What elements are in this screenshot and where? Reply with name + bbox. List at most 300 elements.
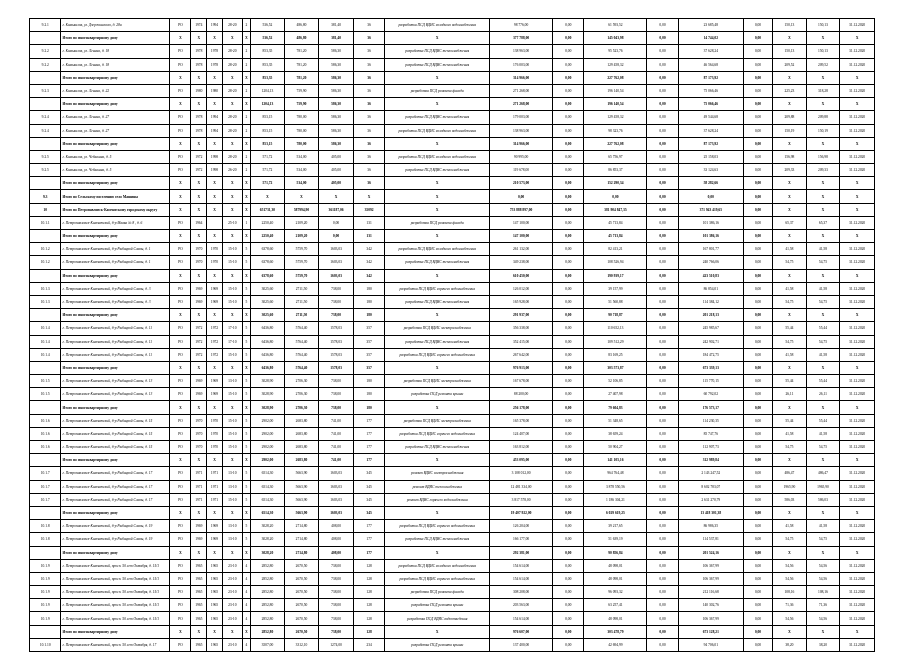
cell-fund-funds: 303 573,87 [584,361,647,374]
cell-budget-funds: 0,00 [647,480,678,493]
cell-total-cost: 976 607,00 [490,625,553,638]
cell-floors: 5 [242,520,250,533]
cell-other-funds: 0,00 [743,282,772,295]
cell-owner-funds: 184 472,75 [678,348,743,361]
cell-total-cost: 138 963,00 [490,124,553,137]
cell-build-year: X [191,269,207,282]
cell-common-area: 586,30 [319,58,354,71]
cell-budget-funds: 0,00 [647,203,678,216]
cell-address: г. Камышлов, ул. Чебыкина, д. 5 [61,164,170,177]
cell-unit-cost: X [773,98,807,111]
cell-work-type: разработка ПСД ВДИС теплоснабжения [385,164,490,177]
cell-work-type: разработка ПСД ВДИС теплоснабжения [385,533,490,546]
cell-floors: 5 [242,388,250,401]
cell-address: г. Петропавловск-Камчатский, б-р Рыбацкой Славы, д. 15 [61,414,170,427]
cell-ownership-type: X [170,32,191,45]
cell-owner-funds: 75 066,46 [678,98,743,111]
cell-floors: 5 [242,414,250,427]
cell-total-cost: 165 378,00 [490,414,553,427]
cell-common-area: 586,30 [319,137,354,150]
cell-federal-funds: 0,00 [553,454,584,467]
cell-unit-cost: 209,33 [773,164,807,177]
cell-address: Итого по многоквартирному дому [61,32,170,45]
cell-federal-funds: 0,00 [553,572,584,585]
cell-floors: X [242,203,250,216]
cell-repair-year: X [207,401,223,414]
cell-repair-year: 1972 [207,348,223,361]
cell-budget-funds: 0,00 [647,216,678,229]
cell-other-funds: 0,00 [743,164,772,177]
cell-other-funds: 0,00 [743,243,772,256]
cell-residents: 342 [353,269,384,282]
cell-row-number: 9.2.5 [30,150,61,163]
table-row [30,164,875,177]
cell-max-unit-cost: 41,58 [806,282,840,295]
cell-living-area: 2706,30 [284,375,319,388]
cell-residents: 180 [353,375,384,388]
cell-living-area: 5663,90 [284,480,319,493]
cell-unit-cost: X [773,71,807,84]
cell-budget-funds: 0,00 [647,375,678,388]
cell-deadline: 31.12.2020 [840,295,875,308]
cell-total-area: 3028,20 [251,520,285,533]
cell-unit-cost: 486,47 [773,467,807,480]
cell-unit-cost: X [773,401,807,414]
cell-deadline: 31.12.2020 [840,164,875,177]
cell-common-area: 741,00 [319,427,354,440]
cell-fund-funds: 48 098,01 [584,572,647,585]
cell-owner-funds: 240 766,06 [678,256,743,269]
cell-wall-material: 15-10 [222,414,242,427]
cell-residents: 180 [353,295,384,308]
cell-address: г. Петропавловск-Камчатский, б-р Рыбацкой Славы, д. 15 [61,441,170,454]
cell-max-unit-cost: 209,33 [806,164,840,177]
cell-unit-cost: 54,75 [773,256,807,269]
cell-total-area: 6436,80 [251,322,285,335]
cell-unit-cost: X [773,625,807,638]
cell-total-cost: 256 178,00 [490,401,553,414]
cell-unit-cost: 41,58 [773,348,807,361]
cell-deadline: X [840,454,875,467]
cell-total-area: 6514,30 [251,506,285,519]
cell-work-type: ремонт ВДИС электроснабжения [385,467,490,480]
cell-budget-funds: 0,00 [647,586,678,599]
cell-living-area: 534,00 [284,177,319,190]
cell-work-type: X [385,203,490,216]
cell-owner-funds: 112 907,73 [678,441,743,454]
cell-unit-cost: 1965,90 [773,480,807,493]
cell-federal-funds: 0,00 [553,546,584,559]
cell-row-number: 10.1.4 [30,335,61,348]
cell-max-unit-cost: 41,58 [806,520,840,533]
cell-unit-cost: X [773,177,807,190]
cell-address: г. Петропавловск-Камчатский, б-р Рыбацкой Славы, д. 17 [61,480,170,493]
cell-residents: 357 [353,322,384,335]
cell-address: Итого по многоквартирному дому [61,230,170,243]
cell-address: г. Камышлов, ул. Ленина, д. 22 [61,84,170,97]
table-row [30,612,875,625]
table-row [30,375,875,388]
cell-ownership-type: РО [170,467,191,480]
cell-fund-funds: 51 639,19 [584,533,647,546]
cell-ownership-type: РО [170,335,191,348]
cell-owner-funds: 87 173,92 [678,71,743,84]
cell-common-area: 405,00 [319,177,354,190]
cell-other-funds: 0,00 [743,427,772,440]
cell-address: Итого по многоквартирному дому [61,401,170,414]
cell-build-year: 1970 [191,414,207,427]
cell-federal-funds: 0,00 [553,243,584,256]
cell-deadline: 31.12.2020 [840,586,875,599]
cell-budget-funds: 0,00 [647,32,678,45]
cell-max-unit-cost: 41,58 [806,427,840,440]
cell-max-unit-cost: X [806,546,840,559]
cell-living-area: 486,80 [284,19,319,32]
cell-work-type: X [385,625,490,638]
cell-budget-funds: 0,00 [647,348,678,361]
cell-row-number: 10.1.7 [30,480,61,493]
cell-row-number: 10.1.4 [30,322,61,335]
cell-living-area: 2683,80 [284,414,319,427]
total-row [30,546,875,559]
cell-max-unit-cost: 1965,90 [806,480,840,493]
cell-fund-funds: 65 756,97 [584,150,647,163]
cell-other-funds: 0,00 [743,335,772,348]
cell-wall-material: 15-10 [222,427,242,440]
cell-work-type: разработка ПСД ремонта фасада [385,586,490,599]
cell-max-unit-cost: 54,56 [806,572,840,585]
cell-address: Итого по многоквартирному дому [61,98,170,111]
cell-other-funds: 0,00 [743,111,772,124]
cell-work-type: разработка ПСД ВДИС теплоснабжения [385,256,490,269]
cell-work-type: X [385,230,490,243]
cell-total-cost: 3 817 578,00 [490,493,553,506]
cell-max-unit-cost: X [806,137,840,150]
cell-owner-funds: 101 386,16 [678,216,743,229]
cell-max-unit-cost: X [806,190,840,203]
cell-work-type: разработка ПСД ВДИС горячего водоснабжения [385,282,490,295]
cell-living-area: 2683,80 [284,427,319,440]
cell-total-area: 6378,60 [251,243,285,256]
cell-floors: 5 [242,243,250,256]
cell-owner-funds: 423 510,83 [678,269,743,282]
cell-ownership-type: X [170,177,191,190]
cell-owner-funds: 673 128,21 [678,625,743,638]
cell-row-number: 10.1.2 [30,243,61,256]
cell-floors: 5 [242,427,250,440]
cell-unit-cost: 150,13 [773,45,807,58]
cell-other-funds: 0,00 [743,190,772,203]
cell-deadline: 31.12.2020 [840,638,875,651]
table-row [30,150,875,163]
cell-wall-material: 28-20 [222,84,242,97]
cell-floors: X [242,230,250,243]
cell-build-year: 1978 [191,124,207,137]
cell-residents: 345 [353,506,384,519]
cell-build-year: 1980 [191,84,207,97]
cell-repair-year: X [207,98,223,111]
cell-work-type: X [385,32,490,45]
cell-wall-material: 23-10 [222,559,242,572]
cell-budget-funds: 0,00 [647,137,678,150]
cell-budget-funds: 0,00 [647,625,678,638]
cell-ownership-type: X [170,269,191,282]
cell-other-funds: 0,00 [743,322,772,335]
cell-total-cost: 292 381,00 [490,546,553,559]
cell-row-number: 10.1.3 [30,282,61,295]
cell-common-area: 586,30 [319,124,354,137]
cell-build-year: 1965 [191,586,207,599]
cell-row-number: 9.2.1 [30,19,61,32]
cell-repair-year: 1969 [207,533,223,546]
table-row [30,111,875,124]
cell-unit-cost: 41,58 [773,282,807,295]
cell-other-funds: 0,00 [743,414,772,427]
cell-ownership-type: X [170,546,191,559]
cell-total-cost: 154 614,00 [490,612,553,625]
cell-total-cost: 267 642,00 [490,348,553,361]
cell-total-cost: 3 108 012,00 [490,467,553,480]
cell-repair-year: 1971 [207,493,223,506]
cell-budget-funds: 0,00 [647,493,678,506]
cell-deadline: X [840,177,875,190]
cell-total-cost: 261 132,00 [490,243,553,256]
cell-unit-cost: 26,11 [773,388,807,401]
cell-owner-funds: 2 631 270,79 [678,493,743,506]
cell-row-number: 10.1.5 [30,375,61,388]
cell-budget-funds: 0,00 [647,414,678,427]
cell-living-area: 587994,90 [284,203,319,216]
cell-total-area: 853,35 [251,71,285,84]
cell-work-type: X [385,98,490,111]
cell-living-area: 780,00 [284,137,319,150]
cell-budget-funds: 0,00 [647,164,678,177]
cell-row-number: 9.2.4 [30,124,61,137]
cell-living-area: 2670,50 [284,599,319,612]
cell-budget-funds: 0,00 [647,559,678,572]
cell-deadline: X [840,203,875,216]
cell-max-unit-cost: 54,75 [806,335,840,348]
cell-repair-year: X [207,190,223,203]
cell-address: г. Петропавловск-Камчатский, просп. 50 лет Октября, д. 15/1 [61,586,170,599]
cell-build-year: 1965 [191,638,207,651]
cell-row-number: 10.1.6 [30,441,61,454]
cell-budget-funds: 0,00 [647,124,678,137]
cell-repair-year: 1972 [207,322,223,335]
cell-wall-material: 23-10 [222,572,242,585]
cell-total-cost: 147 100,00 [490,216,553,229]
cell-repair-year: X [207,361,223,374]
cell-total-cost: 753 888 897,00 [490,203,553,216]
cell-repair-year: 1965 [207,612,223,625]
cell-common-area: X [319,190,354,203]
cell-unit-cost: 108,16 [773,586,807,599]
cell-budget-funds: 0,00 [647,599,678,612]
cell-total-cost: 271 268,00 [490,84,553,97]
cell-build-year: 1972 [191,335,207,348]
cell-address: г. Петропавловск-Камчатский, б-р Рыбацкой Славы, д. 13 [61,375,170,388]
cell-total-area: 6378,60 [251,269,285,282]
cell-owner-funds: 176 573,17 [678,401,743,414]
cell-common-area: 408,00 [319,546,354,559]
cell-wall-material: 13-10 [222,375,242,388]
cell-max-unit-cost: 55,44 [806,414,840,427]
cell-ownership-type: X [170,361,191,374]
cell-work-type: X [385,401,490,414]
cell-common-area: 738,00 [319,309,354,322]
cell-max-unit-cost: 26,11 [806,388,840,401]
cell-living-area: 5764,40 [284,335,319,348]
cell-address: г. Петропавловск-Камчатский, б-р Рыбацкой Славы, д. 19 [61,533,170,546]
cell-residents: 234 [353,638,384,651]
cell-federal-funds: 0,00 [553,322,584,335]
cell-unit-cost: 586,03 [773,493,807,506]
cell-total-area: 6436,80 [251,348,285,361]
cell-deadline: 31.12.2020 [840,216,875,229]
cell-max-unit-cost: 156,98 [806,150,840,163]
cell-floors: 5 [242,467,250,480]
cell-total-area: 853,35 [251,45,285,58]
table-row [30,216,875,229]
cell-total-cost: 165 928,00 [490,295,553,308]
cell-federal-funds: 0,00 [553,150,584,163]
cell-total-area: 3028,20 [251,533,285,546]
cell-unit-cost: 209,88 [773,111,807,124]
cell-owner-funds: 49 544,68 [678,111,743,124]
cell-deadline: X [840,506,875,519]
cell-fund-funds: 196 140,54 [584,98,647,111]
cell-floors: 5 [242,282,250,295]
cell-repair-year: X [207,71,223,84]
cell-federal-funds: 0,00 [553,361,584,374]
cell-budget-funds: 0,00 [647,520,678,533]
cell-work-type: ремонт ВДИС горячего водоснабжения [385,493,490,506]
cell-work-type: разработка ПСД ВДИС теплоснабжения [385,58,490,71]
cell-living-area: 2711,50 [284,295,319,308]
cell-common-area: 741,00 [319,454,354,467]
cell-unit-cost: 54,56 [773,572,807,585]
cell-unit-cost: 55,44 [773,322,807,335]
table-row [30,441,875,454]
cell-residents: 180 [353,309,384,322]
cell-max-unit-cost: 54,75 [806,441,840,454]
cell-repair-year: 1969 [207,520,223,533]
cell-federal-funds: 0,00 [553,45,584,58]
cell-total-area: 3025,60 [251,282,285,295]
cell-total-area: 3028,90 [251,375,285,388]
cell-address: Итого по многоквартирному дому [61,625,170,638]
cell-total-cost: 98 776,00 [490,19,553,32]
cell-residents: 36 [353,19,384,32]
cell-owner-funds: 8 602 783,07 [678,480,743,493]
cell-address: г. Камышлов, ул. Ленина, д. 18 [61,45,170,58]
cell-total-area: 3025,60 [251,309,285,322]
cell-work-type: X [385,71,490,84]
cell-max-unit-cost: 586,03 [806,493,840,506]
cell-fund-funds: 50 904,27 [584,441,647,454]
cell-common-area: 361187,06 [319,203,354,216]
cell-owner-funds: 46 564,68 [678,58,743,71]
cell-other-funds: 0,00 [743,467,772,480]
cell-wall-material: 26-20 [222,164,242,177]
cell-federal-funds: 0,00 [553,467,584,480]
cell-build-year: X [191,203,207,216]
cell-wall-material: 15-10 [222,295,242,308]
cell-owner-funds: 140 302,76 [678,599,743,612]
cell-work-type: разработка ПСД ВДИС горячего водоснабжения [385,427,490,440]
cell-total-cost: 167 678,00 [490,375,553,388]
table-row [30,348,875,361]
cell-row-number: 10.1.4 [30,348,61,361]
cell-wall-material: 15-10 [222,256,242,269]
cell-unit-cost: 38,20 [773,638,807,651]
cell-unit-cost: 54,75 [773,295,807,308]
cell-budget-funds: 0,00 [647,19,678,32]
cell-ownership-type: РО [170,375,191,388]
cell-deadline: X [840,401,875,414]
cell-floors: 4 [242,612,250,625]
cell-owner-funds: 37 628,24 [678,45,743,58]
cell-common-area: 405,00 [319,164,354,177]
total-row [30,137,875,150]
cell-living-area: 781,20 [284,58,319,71]
cell-floors: 5 [242,295,250,308]
cell-build-year: 1970 [191,256,207,269]
cell-budget-funds: 0,00 [647,533,678,546]
cell-living-area: 5663,90 [284,467,319,480]
cell-residents: 36 [353,164,384,177]
cell-max-unit-cost: X [806,71,840,84]
cell-fund-funds: 109 512,29 [584,335,647,348]
cell-owner-funds: 245 985,67 [678,322,743,335]
cell-wall-material: X [222,71,242,84]
cell-unit-cost: 209,52 [773,58,807,71]
cell-residents: 36 [353,98,384,111]
cell-owner-funds: 75 066,46 [678,84,743,97]
total-row [30,625,875,638]
cell-work-type: разработка ПСД ВДИС электроснабжения [385,375,490,388]
cell-budget-funds: 0,00 [647,230,678,243]
cell-federal-funds: 0,00 [553,375,584,388]
cell-ownership-type: РО [170,480,191,493]
cell-total-cost: 291 937,00 [490,309,553,322]
cell-residents: 342 [353,243,384,256]
cell-work-type: разработка ПСД ВДИС горячего водоснабжения [385,520,490,533]
total-row [30,361,875,374]
cell-unit-cost: X [773,203,807,216]
table-row [30,572,875,585]
cell-repair-year: 1994 [207,124,223,137]
cell-wall-material: X [222,401,242,414]
cell-floors: X [242,506,250,519]
cell-fund-funds: 0,00 [584,190,647,203]
cell-repair-year: X [207,230,223,243]
cell-fund-funds: 152 290,34 [584,177,647,190]
cell-common-area: 738,00 [319,599,354,612]
cell-total-cost: 453 095,00 [490,454,553,467]
cell-row-number [30,454,61,467]
table-row [30,559,875,572]
cell-work-type: разработка ПСД ремонта крыши [385,638,490,651]
cell-wall-material: X [222,137,242,150]
cell-unit-cost: 41,58 [773,243,807,256]
cell-budget-funds: 0,00 [647,335,678,348]
cell-row-number: 10.1.6 [30,414,61,427]
cell-residents: 36 [353,137,384,150]
cell-federal-funds: 0,00 [553,19,584,32]
cell-fund-funds: 227 762,08 [584,137,647,150]
cell-deadline: X [840,625,875,638]
